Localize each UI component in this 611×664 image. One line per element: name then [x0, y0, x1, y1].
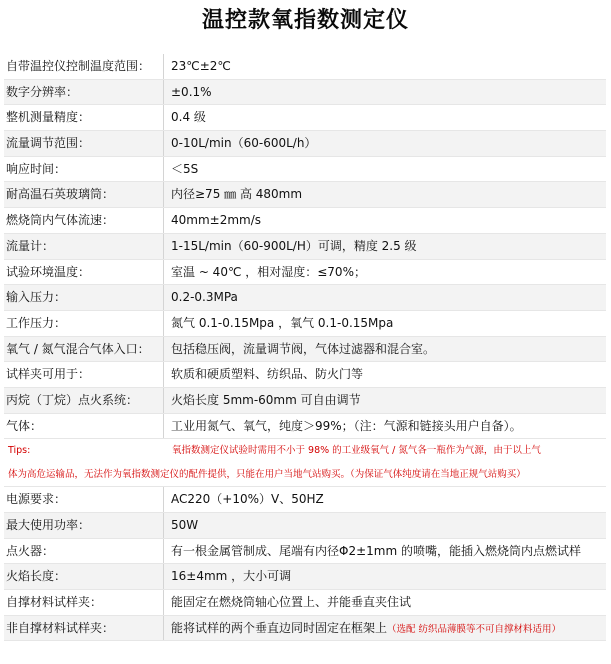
- tips-label: Tips:: [8, 445, 31, 457]
- spec-label: 试验环境温度：: [4, 260, 164, 285]
- spec-value: [164, 54, 606, 79]
- spec-row: [4, 311, 606, 337]
- spec-value-text: 能将试样的两个垂直边同时固定在框架上: [171, 620, 388, 635]
- spec-label: 电源要求：: [4, 487, 164, 512]
- spec-row: [4, 539, 606, 565]
- spec-row: [4, 285, 606, 311]
- spec-value: [164, 131, 606, 156]
- spec-row: [4, 131, 606, 157]
- spec-value: [164, 388, 606, 413]
- spec-label: 流量调节范围：: [4, 131, 164, 156]
- spec-value-text: 有一根金属管制成、尾端有内径Φ2±1mm 的喷嘴，能插入燃烧筒内点燃试样: [171, 543, 581, 558]
- spec-value: [164, 487, 606, 512]
- spec-value-text: 工业用氮气、氧气，纯度＞99%；（注：气源和链接头用户自备）。: [171, 418, 522, 433]
- spec-value-text: 软质和硬质塑料、纺织品、防火门等: [171, 367, 364, 382]
- spec-label: 响应时间：: [4, 157, 164, 182]
- spec-value-text: ＜5S: [171, 161, 199, 176]
- spec-value: [164, 80, 606, 105]
- spec-label: 输入压力：: [4, 285, 164, 310]
- page-title: 温控款氧指数测定仪: [201, 8, 409, 33]
- spec-value-text: 0.4 级: [171, 110, 206, 125]
- spec-value-text: 40mm±2mm/s: [171, 213, 262, 228]
- spec-value: [164, 311, 606, 336]
- spec-value: [164, 105, 606, 130]
- spec-label: 氧气 / 氮气混合气体入口：: [4, 337, 164, 362]
- spec-value-text: 0-10L/min（60-600L/h）: [171, 136, 317, 151]
- spec-row: [4, 208, 606, 234]
- spec-value: [164, 539, 606, 564]
- spec-label: 流量计：: [4, 234, 164, 259]
- spec-label: 丙烷（丁烷）点火系统：: [4, 388, 164, 413]
- spec-label: 耐高温石英玻璃筒：: [4, 182, 164, 207]
- spec-value: [164, 260, 606, 285]
- spec-row: [4, 182, 606, 208]
- spec-value-text: 氮气 0.1-0.15Mpa ，氧气 0.1-0.15Mpa: [171, 315, 394, 330]
- tips-text-line-2: 体为高危运输品，无法作为氧指数测定仪的配件提供，只能在用户当地气站购买。（为保证气体纯度请在当地正规气站购买）: [8, 469, 526, 481]
- spec-label: 气体：: [4, 414, 164, 439]
- spec-value-note: （选配 纺织品薄膜等不可自撑材料适用）: [387, 623, 562, 635]
- tips-text-line-1: 氧指数测定仪试验时需用不小于 98% 的工业级氧气 / 氮气各一瓶作为气源，由于以上气: [172, 445, 541, 457]
- spec-row: [4, 487, 606, 513]
- spec-row: [4, 260, 606, 286]
- spec-value: [164, 590, 606, 615]
- spec-label: 非自撑材料试样夹：: [4, 616, 164, 641]
- spec-rows-top: [4, 54, 606, 439]
- spec-rows-bottom: [4, 487, 606, 641]
- spec-value: [164, 564, 606, 589]
- spec-label: 试样夹可用于：: [4, 362, 164, 387]
- spec-value-text: 包括稳压阀，流量调节阀，气体过滤器和混合室。: [171, 341, 436, 356]
- spec-value-text: 16±4mm ，大小可调: [171, 569, 292, 584]
- spec-value: [164, 362, 606, 387]
- spec-label: 自撑材料试样夹：: [4, 590, 164, 615]
- spec-value: [164, 616, 606, 641]
- spec-row: [4, 590, 606, 616]
- spec-row: [4, 105, 606, 131]
- spec-value: [164, 414, 606, 439]
- spec-value: [164, 513, 606, 538]
- spec-row: [4, 337, 606, 363]
- spec-value: [164, 182, 606, 207]
- spec-label: 最大使用功率：: [4, 513, 164, 538]
- spec-value-text: 0.2-0.3MPa: [171, 290, 238, 305]
- spec-value-text: 内径≥75 ㎜ 高 480mm: [171, 187, 303, 202]
- spec-value-text: 23℃±2℃: [171, 59, 231, 73]
- spec-label: 燃烧筒内气体流速：: [4, 208, 164, 233]
- spec-value-text: 1-15L/min（60-900L/H）可调，精度 2.5 级: [171, 238, 417, 253]
- spec-row: [4, 616, 606, 642]
- spec-row: [4, 80, 606, 106]
- spec-value-text: ±0.1%: [171, 84, 212, 99]
- spec-row: [4, 157, 606, 183]
- spec-table: [4, 54, 606, 641]
- spec-row: [4, 414, 606, 440]
- spec-row: [4, 564, 606, 590]
- spec-label: 数字分辨率：: [4, 80, 164, 105]
- spec-row: [4, 362, 606, 388]
- spec-value: [164, 208, 606, 233]
- spec-label: 火焰长度：: [4, 564, 164, 589]
- spec-label: 工作压力：: [4, 311, 164, 336]
- spec-row: [4, 388, 606, 414]
- spec-row: [4, 513, 606, 539]
- spec-value-text: AC220（+10%）V、50HZ: [171, 492, 324, 507]
- spec-value: [164, 337, 606, 362]
- spec-value-text: 火焰长度 5mm-60mm 可自由调节: [171, 392, 361, 407]
- spec-value-text: 50W: [171, 518, 199, 532]
- spec-row: [4, 54, 606, 80]
- spec-row: [4, 234, 606, 260]
- spec-label: 自带温控仪控制温度范围：: [4, 54, 164, 79]
- spec-value-text: 室温 ~ 40℃ ，相对湿度：≤70%；: [171, 264, 366, 279]
- spec-value: [164, 157, 606, 182]
- spec-label: 点火器：: [4, 539, 164, 564]
- spec-value: [164, 234, 606, 259]
- spec-value-text: 能固定在燃烧筒轴心位置上、并能垂直夹住试: [171, 595, 412, 610]
- tips-notice: [4, 439, 606, 487]
- spec-value: [164, 285, 606, 310]
- spec-label: 整机测量精度：: [4, 105, 164, 130]
